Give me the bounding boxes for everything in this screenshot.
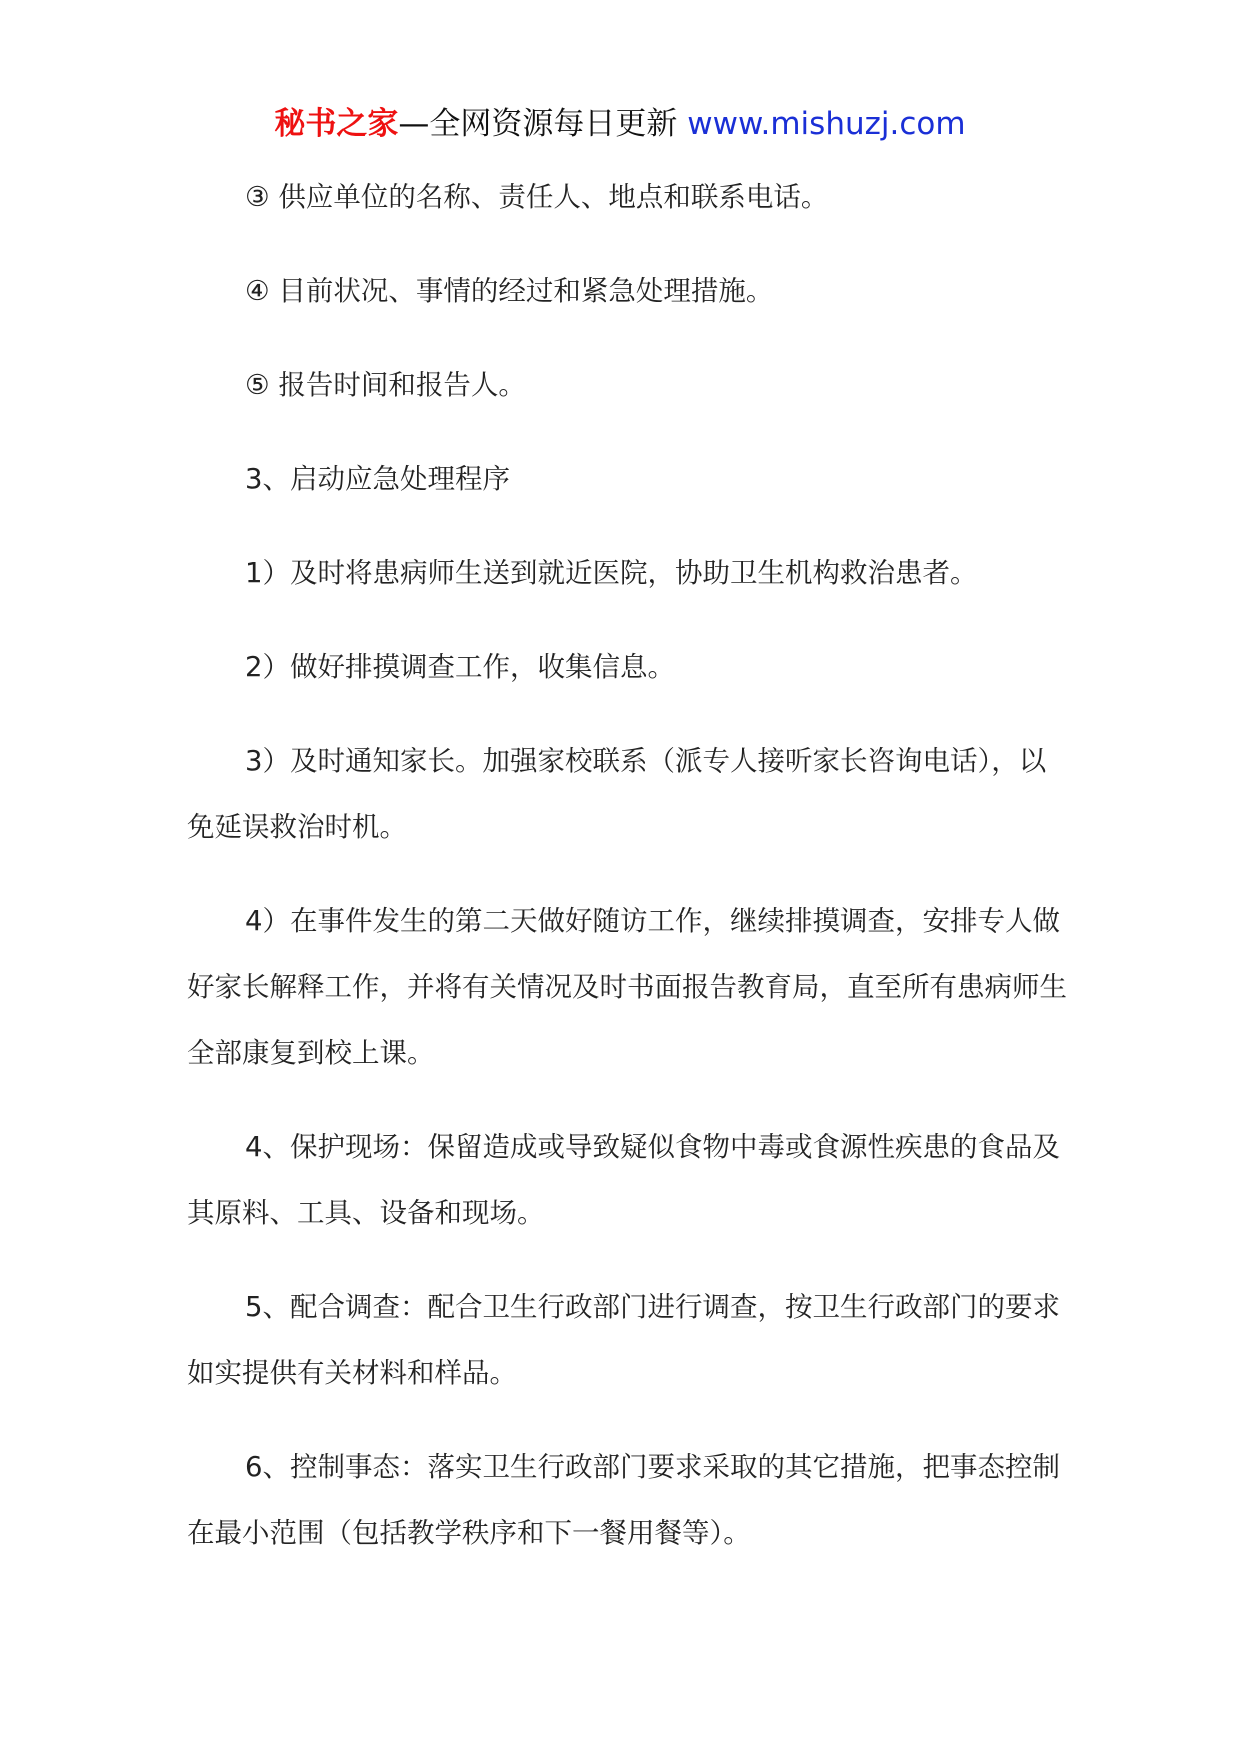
paragraph-notify-parents: 3）及时通知家长。加强家校联系（派专人接听家长咨询电话），以免延误救治时机。 (187, 745, 1047, 843)
brand-name: 秘书之家 (274, 106, 399, 142)
page-header (0, 100, 1240, 148)
paragraph-investigation: 2）做好排摸调查工作，收集信息。 (245, 651, 675, 683)
site-url-link[interactable]: www.mishuzj.com (687, 106, 966, 142)
paragraph-follow-up: 4）在事件发生的第二天做好随访工作，继续排摸调查，安排专人做好家长解释工作，并将有关情况及时书面报告教育局，直至所有患病师生全部康复到校上课。 (187, 905, 1067, 1069)
paragraph-supplier-info: ③ 供应单位的名称、责任人、地点和联系电话。 (245, 181, 829, 213)
header-tagline: —全网资源每日更新 (398, 106, 678, 142)
paragraph-control-situation: 6、控制事态：落实卫生行政部门要求采取的其它措施，把事态控制在最小范围（包括教学秩序和下一餐用餐等）。 (187, 1451, 1060, 1549)
paragraph-current-status: ④ 目前状况、事情的经过和紧急处理措施。 (245, 275, 774, 307)
paragraph-protect-scene: 4、保护现场：保留造成或导致疑似食物中毒或食源性疾患的食品及其原料、工具、设备和现场。 (187, 1131, 1060, 1229)
paragraph-report-time: ⑤ 报告时间和报告人。 (245, 369, 526, 401)
paragraph-send-to-hospital: 1）及时将患病师生送到就近医院，协助卫生机构救治患者。 (245, 557, 978, 589)
document-body (187, 164, 1067, 1594)
section-heading-emergency-procedure: 3、启动应急处理程序 (245, 463, 510, 495)
paragraph-cooperate-investigation: 5、配合调查：配合卫生行政部门进行调查，按卫生行政部门的要求如实提供有关材料和样品。 (187, 1291, 1060, 1389)
